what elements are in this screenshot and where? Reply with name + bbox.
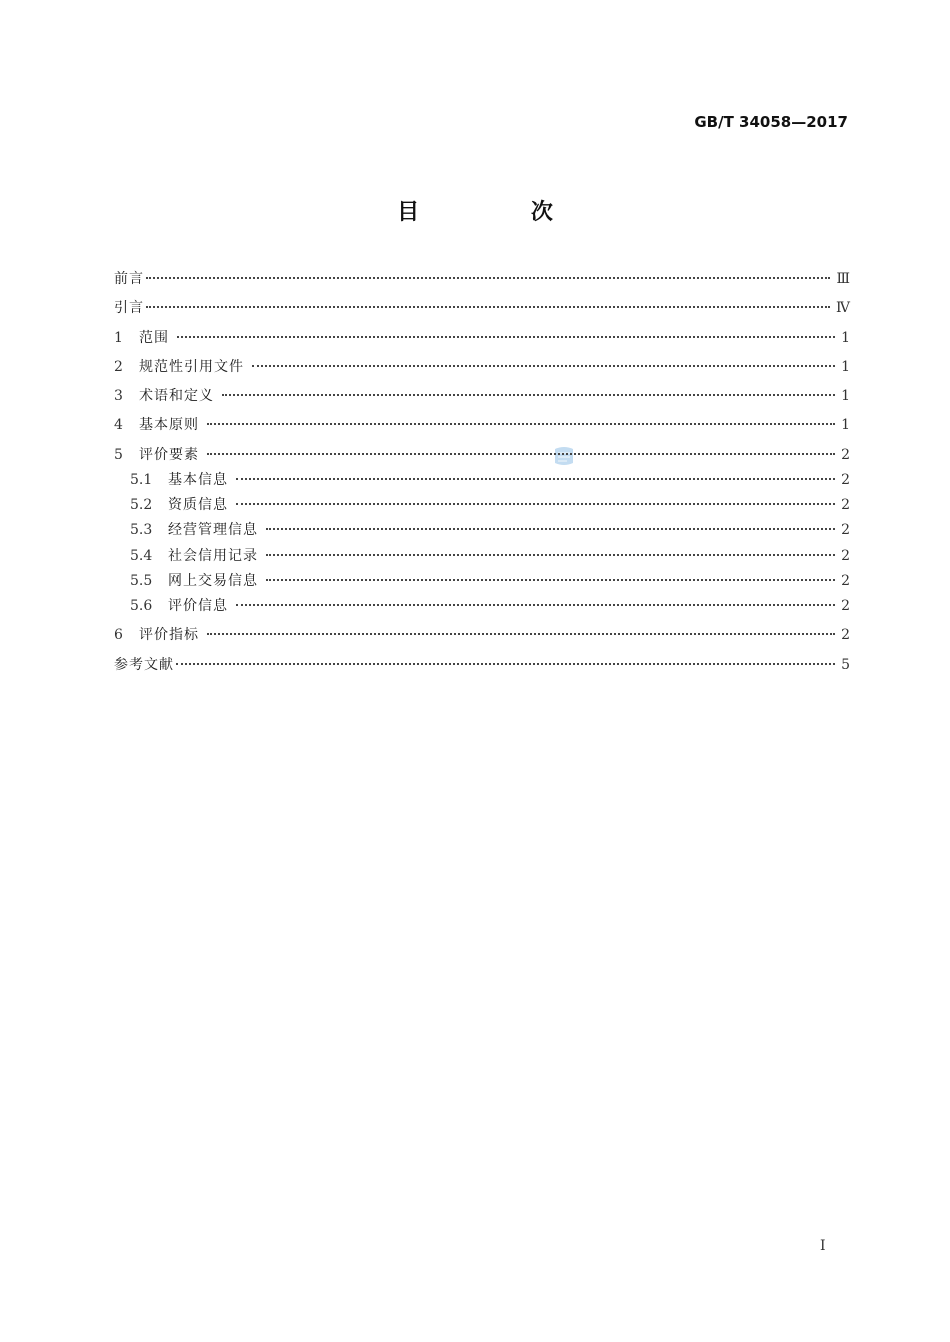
toc-entry-page: 2: [841, 471, 850, 488]
toc-entry-page: 2: [841, 547, 850, 564]
toc-entry-bibliography[interactable]: [114, 656, 850, 685]
toc-leader-dots: [207, 423, 835, 425]
toc-entry-page: 2: [841, 446, 850, 463]
toc-entry-page: 1: [841, 417, 850, 434]
toc-entry-page: Ⅲ: [836, 271, 850, 287]
toc-leader-dots: [236, 503, 835, 505]
toc-entry-number: 5.3: [130, 522, 153, 539]
toc-entry-label: 基本原则: [139, 417, 199, 434]
toc-entry-foreword[interactable]: [114, 270, 850, 299]
toc-entry-number: 6: [114, 627, 123, 644]
toc-entry-social-credit-record[interactable]: [114, 547, 850, 572]
toc-entry-scope[interactable]: [114, 329, 850, 358]
toc-entry-normative-references[interactable]: [114, 358, 850, 387]
toc-leader-dots: [236, 604, 835, 606]
toc-leader-dots: [252, 365, 835, 367]
toc-entry-page: Ⅳ: [836, 300, 850, 317]
toc-leader-dots: [146, 306, 830, 308]
toc-entry-label: 术语和定义: [139, 388, 214, 405]
toc-entry-page: 1: [841, 388, 850, 405]
toc-entry-evaluation-indicators[interactable]: [114, 626, 850, 655]
toc-leader-dots: [207, 453, 835, 455]
toc-entry-qualification-info[interactable]: [114, 496, 850, 521]
toc-leader-dots: [177, 336, 835, 338]
toc-entry-label: 规范性引用文件: [139, 358, 244, 375]
toc-leader-dots: [266, 554, 835, 556]
toc-entry-label: 网上交易信息: [168, 572, 258, 589]
toc-entry-label: 参考文献: [114, 656, 174, 673]
toc-entry-label: 前言: [114, 271, 144, 287]
toc-entry-number: 5.1: [130, 471, 153, 488]
toc-entry-number: 5.4: [130, 547, 153, 564]
table-of-contents: [114, 270, 850, 685]
toc-entry-basic-principles[interactable]: [114, 416, 850, 445]
toc-leader-dots: [207, 633, 835, 635]
toc-entry-operation-management-info[interactable]: [114, 521, 850, 546]
toc-entry-label: 评价信息: [168, 597, 228, 614]
standard-code: GB/T 34058—2017: [694, 113, 848, 131]
toc-entry-number: 2: [114, 358, 123, 375]
toc-entry-page: 2: [841, 627, 850, 644]
toc-entry-number: 5.6: [130, 597, 153, 614]
toc-entry-number: 3: [114, 388, 123, 405]
page-title: 目 次: [397, 200, 605, 225]
toc-leader-dots: [222, 394, 835, 396]
toc-leader-dots: [266, 579, 835, 581]
toc-entry-number: 5: [114, 446, 123, 463]
toc-entry-evaluation-elements[interactable]: [114, 446, 850, 471]
toc-entry-number: 4: [114, 417, 123, 434]
toc-entry-page: 2: [841, 572, 850, 589]
toc-entry-terms-definitions[interactable]: [114, 387, 850, 416]
toc-entry-label: 社会信用记录: [168, 547, 258, 564]
toc-entry-online-transaction-info[interactable]: [114, 572, 850, 597]
toc-entry-number: 1: [114, 329, 123, 346]
toc-entry-label: 资质信息: [168, 497, 228, 514]
toc-leader-dots: [266, 528, 835, 530]
toc-entry-evaluation-info[interactable]: [114, 597, 850, 626]
toc-entry-label: 引言: [114, 300, 144, 317]
toc-leader-dots: [176, 663, 835, 665]
toc-entry-label: 基本信息: [168, 471, 228, 488]
toc-entry-label: 评价要素: [139, 446, 199, 463]
toc-entry-page: 1: [841, 329, 850, 346]
toc-leader-dots: [236, 478, 835, 480]
toc-entry-label: 经营管理信息: [168, 522, 258, 539]
toc-entry-number: 5.2: [130, 497, 153, 514]
page-number: Ⅰ: [820, 1238, 826, 1254]
toc-entry-label: 范围: [139, 329, 169, 346]
toc-entry-page: 5: [841, 656, 850, 673]
toc-entry-basic-info[interactable]: [114, 471, 850, 496]
toc-entry-label: 评价指标: [139, 627, 199, 644]
toc-entry-page: 1: [841, 358, 850, 375]
toc-leader-dots: [146, 277, 830, 279]
toc-entry-page: 2: [841, 522, 850, 539]
toc-entry-page: 2: [841, 597, 850, 614]
toc-entry-number: 5.5: [130, 572, 153, 589]
toc-entry-page: 2: [841, 497, 850, 514]
toc-entry-introduction[interactable]: [114, 299, 850, 328]
